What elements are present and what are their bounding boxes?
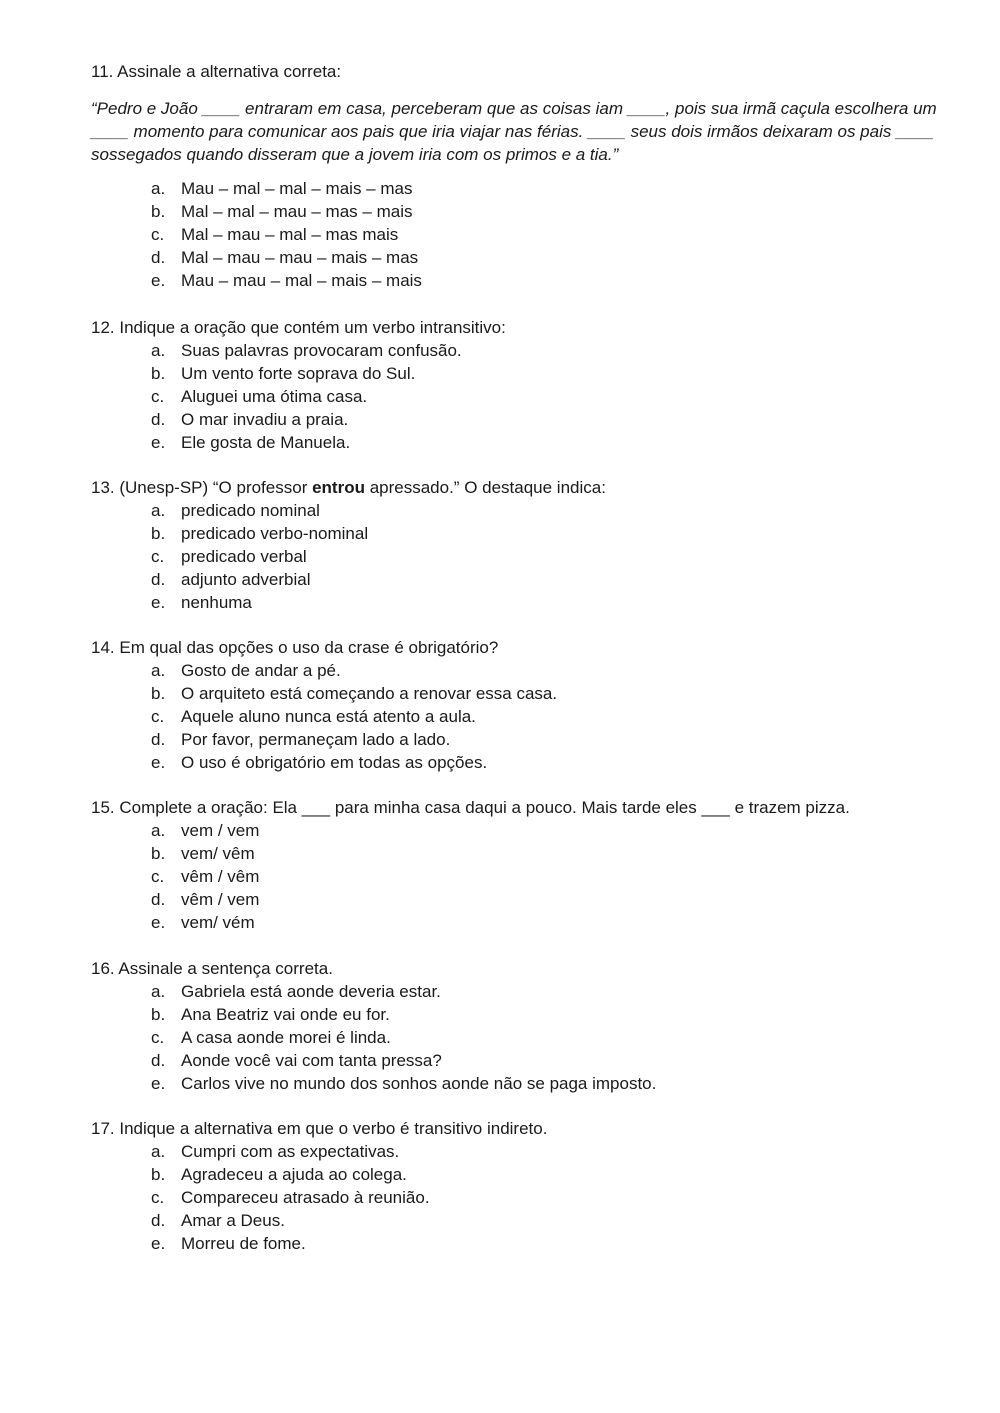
- option-text: A casa aonde morei é linda.: [181, 1028, 391, 1047]
- option-letter: d.: [151, 1051, 166, 1070]
- option-c[interactable]: [91, 1026, 951, 1049]
- option-a[interactable]: [91, 819, 951, 842]
- option-letter: e.: [151, 433, 166, 452]
- option-text: Suas palavras provocaram confusão.: [181, 341, 462, 360]
- option-text: Compareceu atrasado à reunião.: [181, 1188, 430, 1207]
- option-letter: c.: [151, 387, 165, 406]
- question-11: [91, 60, 951, 292]
- question-passage: “Pedro e João ____ entraram em casa, perceberam que as coisas iam ____, pois sua irmã caçula escolhera um ____ momento para comunicar aos pais que iria viajar nas férias. ____ seus dois irmãos deixaram os pais ____ sossegados quando disseram que a jovem iria com os primos e a tia.”: [91, 99, 937, 164]
- option-letter: e.: [151, 1074, 166, 1093]
- option-letter: e.: [151, 1234, 166, 1253]
- option-letter: e.: [151, 753, 166, 772]
- question-title: 15. Complete a oração: Ela ___ para minha casa daqui a pouco. Mais tarde eles ___ e trazem pizza.: [91, 798, 850, 817]
- option-letter: b.: [151, 684, 166, 703]
- option-text: adjunto adverbial: [181, 570, 311, 589]
- option-b[interactable]: [91, 362, 951, 385]
- options-list: [91, 659, 951, 774]
- option-letter: c.: [151, 547, 165, 566]
- option-letter: d.: [151, 1211, 166, 1230]
- option-text: predicado verbal: [181, 547, 307, 566]
- option-letter: d.: [151, 890, 166, 909]
- option-letter: a.: [151, 821, 166, 840]
- option-text: O mar invadiu a praia.: [181, 410, 349, 429]
- option-letter: b.: [151, 1005, 166, 1024]
- question-13: [91, 476, 951, 614]
- options-list: [91, 980, 951, 1095]
- options-list: [91, 339, 951, 454]
- option-letter: a.: [151, 1142, 166, 1161]
- option-c[interactable]: [91, 545, 951, 568]
- option-letter: b.: [151, 844, 166, 863]
- option-b[interactable]: [91, 522, 951, 545]
- option-e[interactable]: [91, 431, 951, 454]
- option-d[interactable]: [91, 1049, 951, 1072]
- option-b[interactable]: [91, 200, 951, 223]
- question-title: 14. Em qual das opções o uso da crase é obrigatório?: [91, 638, 499, 657]
- option-d[interactable]: [91, 888, 951, 911]
- option-text: vem/ vém: [181, 913, 255, 932]
- question-14: [91, 636, 951, 774]
- option-text: vem / vem: [181, 821, 260, 840]
- option-letter: e.: [151, 913, 166, 932]
- title-text: 13. (Unesp-SP) “O professor: [91, 478, 313, 497]
- option-e[interactable]: [91, 591, 951, 614]
- option-letter: c.: [151, 867, 165, 886]
- question-title: 16. Assinale a sentença correta.: [91, 959, 333, 978]
- option-letter: a.: [151, 982, 166, 1001]
- option-b[interactable]: [91, 842, 951, 865]
- option-text: O arquiteto está começando a renovar essa casa.: [181, 684, 558, 703]
- options-list: [91, 177, 951, 292]
- option-text: Ele gosta de Manuela.: [181, 433, 351, 452]
- option-letter: d.: [151, 730, 166, 749]
- option-c[interactable]: [91, 385, 951, 408]
- option-d[interactable]: [91, 408, 951, 431]
- title-text: apressado.” O destaque indica:: [364, 478, 606, 497]
- option-text: Mal – mau – mal – mas mais: [181, 225, 399, 244]
- option-letter: c.: [151, 1028, 165, 1047]
- option-d[interactable]: [91, 1209, 951, 1232]
- option-b[interactable]: [91, 1003, 951, 1026]
- option-text: Aquele aluno nunca está atento a aula.: [181, 707, 476, 726]
- option-e[interactable]: [91, 269, 951, 292]
- question-17: [91, 1117, 951, 1255]
- option-letter: b.: [151, 202, 166, 221]
- question-12: [91, 316, 951, 454]
- option-text: Ana Beatriz vai onde eu for.: [181, 1005, 390, 1024]
- option-text: Um vento forte soprava do Sul.: [181, 364, 416, 383]
- option-text: Mau – mal – mal – mais – mas: [181, 179, 413, 198]
- question-16: [91, 957, 951, 1095]
- option-text: predicado verbo-nominal: [181, 524, 369, 543]
- option-letter: b.: [151, 364, 166, 383]
- option-text: Amar a Deus.: [181, 1211, 285, 1230]
- options-list: [91, 819, 951, 934]
- option-text: Aluguei uma ótima casa.: [181, 387, 368, 406]
- option-e[interactable]: [91, 1232, 951, 1255]
- option-a[interactable]: [91, 177, 951, 200]
- option-text: Gosto de andar a pé.: [181, 661, 341, 680]
- option-text: Mal – mau – mau – mais – mas: [181, 248, 419, 267]
- option-a[interactable]: [91, 980, 951, 1003]
- option-e[interactable]: [91, 751, 951, 774]
- option-a[interactable]: [91, 339, 951, 362]
- option-d[interactable]: [91, 728, 951, 751]
- option-text: Carlos vive no mundo dos sonhos aonde não se paga imposto.: [181, 1074, 657, 1093]
- option-text: Mal – mal – mau – mas – mais: [181, 202, 413, 221]
- option-a[interactable]: [91, 1140, 951, 1163]
- option-b[interactable]: [91, 682, 951, 705]
- option-text: Por favor, permaneçam lado a lado.: [181, 730, 451, 749]
- option-c[interactable]: [91, 1186, 951, 1209]
- option-letter: d.: [151, 570, 166, 589]
- option-letter: d.: [151, 410, 166, 429]
- option-e[interactable]: [91, 1072, 951, 1095]
- option-text: vem/ vêm: [181, 844, 255, 863]
- option-letter: c.: [151, 707, 165, 726]
- option-text: Morreu de fome.: [181, 1234, 306, 1253]
- options-list: [91, 499, 951, 614]
- option-letter: b.: [151, 1165, 166, 1184]
- option-text: O uso é obrigatório em todas as opções.: [181, 753, 488, 772]
- option-c[interactable]: [91, 865, 951, 888]
- option-text: Gabriela está aonde deveria estar.: [181, 982, 441, 1001]
- option-a[interactable]: [91, 499, 951, 522]
- highlighted-word: entrou: [312, 478, 365, 497]
- option-letter: e.: [151, 271, 166, 290]
- question-15: [91, 796, 951, 934]
- option-letter: a.: [151, 179, 166, 198]
- options-list: [91, 1140, 951, 1255]
- option-letter: b.: [151, 524, 166, 543]
- option-text: Agradeceu a ajuda ao colega.: [181, 1165, 407, 1184]
- option-letter: a.: [151, 661, 166, 680]
- option-text: Cumpri com as expectativas.: [181, 1142, 400, 1161]
- option-b[interactable]: [91, 1163, 951, 1186]
- option-text: vêm / vêm: [181, 867, 260, 886]
- question-title: 12. Indique a oração que contém um verbo intransitivo:: [91, 318, 506, 337]
- question-title: 17. Indique a alternativa em que o verbo é transitivo indireto.: [91, 1119, 548, 1138]
- question-title: [91, 476, 951, 499]
- question-title: 11. Assinale a alternativa correta:: [91, 62, 342, 81]
- option-text: vêm / vem: [181, 890, 260, 909]
- option-text: predicado nominal: [181, 501, 320, 520]
- option-e[interactable]: [91, 911, 951, 934]
- option-letter: d.: [151, 248, 166, 267]
- option-letter: a.: [151, 501, 166, 520]
- option-text: nenhuma: [181, 593, 252, 612]
- option-c[interactable]: [91, 705, 951, 728]
- option-letter: c.: [151, 225, 165, 244]
- option-text: Aonde você vai com tanta pressa?: [181, 1051, 442, 1070]
- option-a[interactable]: [91, 659, 951, 682]
- option-letter: c.: [151, 1188, 165, 1207]
- option-d[interactable]: [91, 246, 951, 269]
- option-letter: a.: [151, 341, 166, 360]
- option-c[interactable]: [91, 223, 951, 246]
- option-d[interactable]: [91, 568, 951, 591]
- option-text: Mau – mau – mal – mais – mais: [181, 271, 422, 290]
- option-letter: e.: [151, 593, 166, 612]
